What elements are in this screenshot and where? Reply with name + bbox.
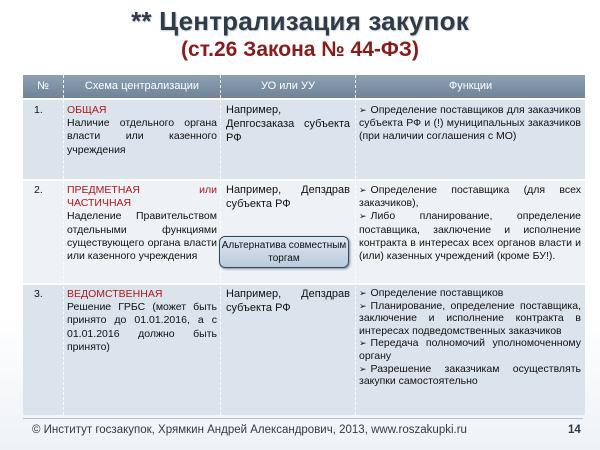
function-item: ➢ Определение поставщиков [359,287,581,300]
page-number: 14 [568,424,581,436]
column-divider [63,75,64,415]
uo-cell: Например, Депздрав субъекта РФ [226,288,350,314]
slide-title: ** Централизация закупок [131,6,469,36]
column-divider [355,75,356,415]
row-number: 2. [34,184,43,196]
function-item: ➢ Либо планирование, определение поставщика, заключение и исполнение контракта в интересах всех органов власти и (или) казенных учреждений (кроме БУ!). [359,210,581,263]
row-number: 1. [34,104,43,116]
header-functions: Функции [448,80,493,92]
row-divider [23,179,585,181]
header-number: № [37,80,49,92]
scheme-cell [67,184,217,263]
table-row [23,283,585,415]
function-item: ➢ Планирование, определение поставщика, заключение и исполнение контракта в интересах подведомственных заказчиков [359,300,581,338]
table-header [23,75,585,98]
scheme-text: Наделение Правительством отдельными функциями существующего органа власти или казенного учреждения [67,210,217,263]
slide-subtitle: (ст.26 Закона № 44-ФЗ) [181,38,419,61]
uo-cell: Например, Депгосзаказа субъекта РФ [226,104,350,144]
functions-cell [359,287,581,388]
table-row [23,98,585,179]
header-uo: УО или УУ [261,80,315,92]
footer-text: © Институт госзакупок, Хрямкин Андрей Александрович, 2013, www.roszakupki.ru [32,424,467,436]
uo-cell: Например, Депздрав субъекта РФ [226,184,350,210]
scheme-text: Решение ГРБС (может быть принято до 01.01.2016, а с 01.01.2016 должно быть принято) [67,301,217,353]
alternative-box: Альтернатива совместным торгам [219,236,349,268]
scheme-cell [67,288,217,354]
function-item: ➢ Передача полномочий уполномоченному органу [359,337,581,362]
header-scheme: Схема централизации [84,80,200,92]
row-divider [23,98,585,100]
scheme-cell [67,104,217,157]
function-item: ➢ Разрешение заказчикам осуществлять закупки самостоятельно [359,363,581,388]
functions-cell [359,104,581,144]
row-divider [23,283,585,285]
footer-divider [23,418,583,419]
row-number: 3. [34,288,43,300]
functions-cell [359,184,581,263]
scheme-title: ПРЕДМЕТНАЯ или ЧАСТИЧНАЯ [67,184,217,210]
scheme-text: Наличие отдельного органа власти или казенного учреждения [67,117,217,156]
function-item: ➢ Определение поставщика (для всех заказчиков), [359,184,581,210]
function-item: ➢ Определение поставщиков для заказчиков субъекта РФ и (!) муниципальных заказчиков (при наличии соглашения с МО) [359,104,581,144]
scheme-title: ВЕДОМСТВЕННАЯ [67,288,163,300]
scheme-title: ОБЩАЯ [67,104,107,116]
